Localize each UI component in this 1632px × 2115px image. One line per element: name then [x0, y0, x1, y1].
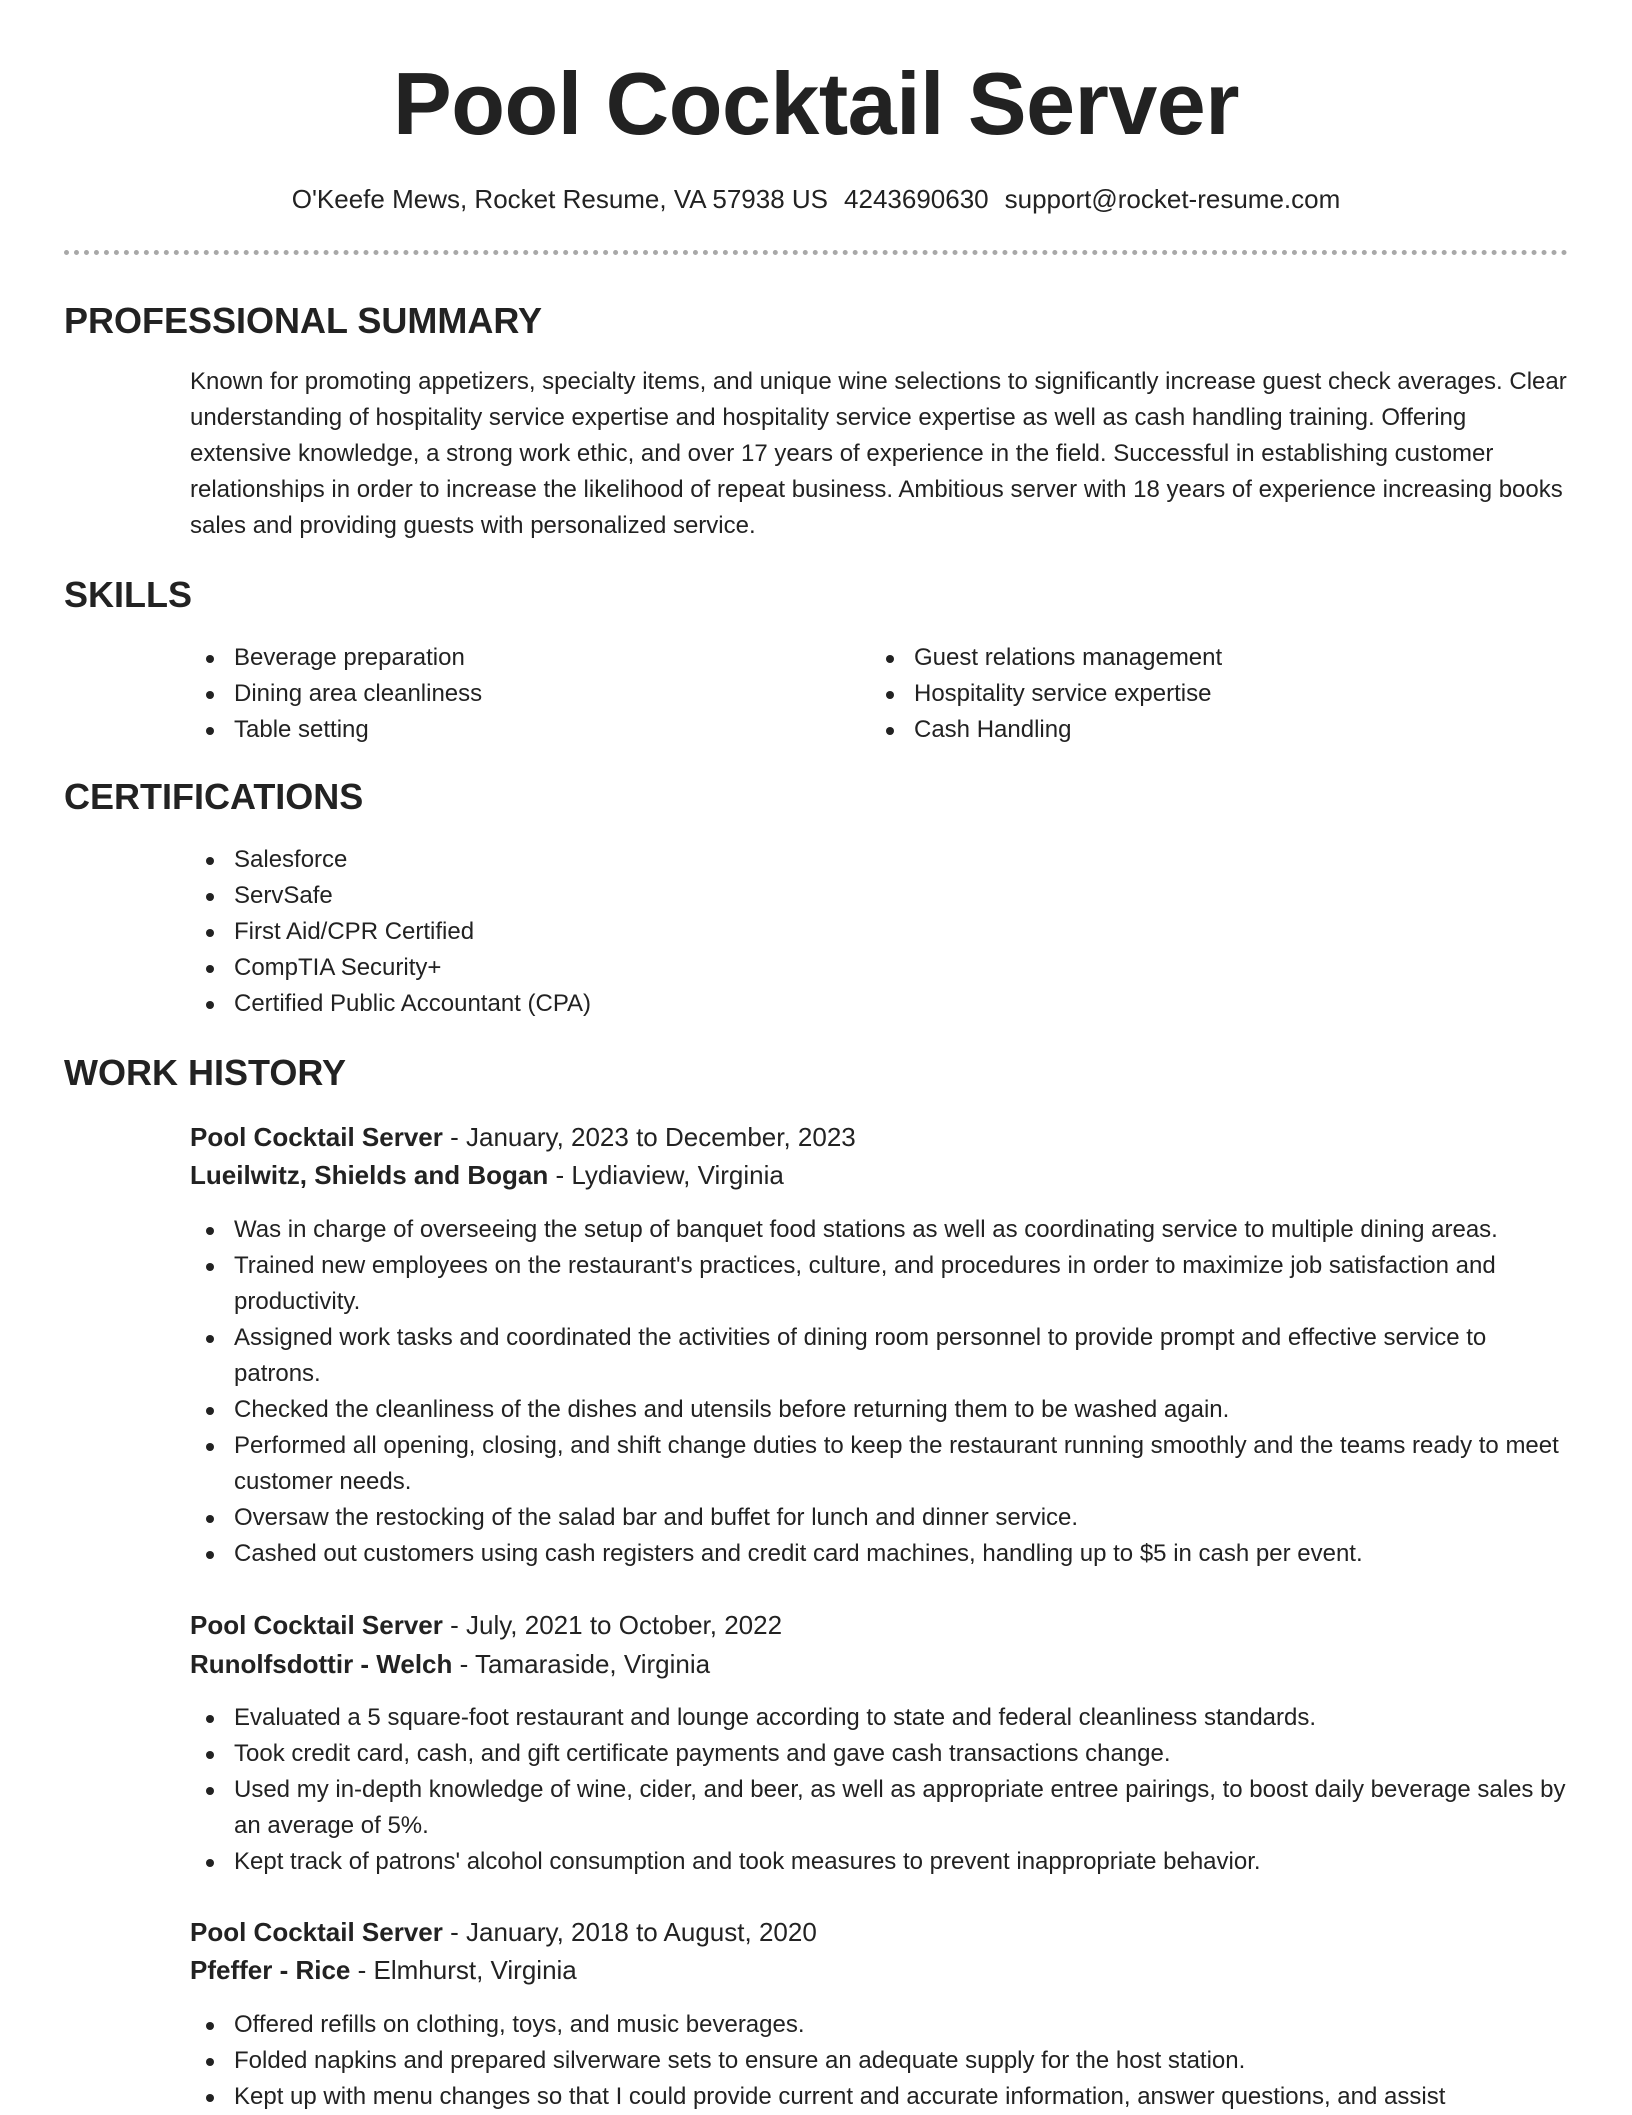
- job-bullet: Used my in-depth knowledge of wine, cider, and beer, as well as appropriate entree pairings, to boost daily beverage sales by an average of 5%.: [190, 1772, 1568, 1844]
- skills-list-left: [190, 640, 830, 748]
- job-bullet: Folded napkins and prepared silverware sets to ensure an adequate supply for the host station.: [190, 2043, 1568, 2079]
- contact-address: O'Keefe Mews, Rocket Resume, VA 57938 US: [291, 184, 829, 214]
- job-company-line: [190, 1156, 1568, 1194]
- job-bullets: [190, 2007, 1568, 2115]
- resume-name: Pool Cocktail Server: [393, 54, 1239, 153]
- job-location: - Lydiaview, Virginia: [548, 1160, 784, 1190]
- job-bullet: Assigned work tasks and coordinated the activities of dining room personnel to provide prompt and effective service to patrons.: [190, 1320, 1568, 1392]
- job-bullet: Checked the cleanliness of the dishes and utensils before returning them to be washed again.: [190, 1392, 1568, 1428]
- skill-item: Dining area cleanliness: [190, 676, 830, 712]
- job-bullet: Trained new employees on the restaurant's practices, culture, and procedures in order to maximize job satisfaction and productivity.: [190, 1248, 1568, 1320]
- skills-list-right: [870, 640, 1568, 748]
- contact-phone: 4243690630: [844, 184, 989, 214]
- job-bullet: Took credit card, cash, and gift certificate payments and gave cash transactions change.: [190, 1736, 1568, 1772]
- section-title-summary: PROFESSIONAL SUMMARY: [64, 300, 543, 341]
- job-company-line: [190, 1951, 1568, 1989]
- job-location: - Tamaraside, Virginia: [452, 1649, 711, 1679]
- skill-item: Hospitality service expertise: [870, 676, 1568, 712]
- job-bullet: Cashed out customers using cash registers and credit card machines, handling up to $5 in cash per event.: [190, 1536, 1568, 1572]
- job-bullet: Performed all opening, closing, and shift change duties to keep the restaurant running smoothly and the teams ready to meet customer needs.: [190, 1428, 1568, 1500]
- job-role: Pool Cocktail Server: [190, 1917, 443, 1947]
- job-role: Pool Cocktail Server: [190, 1610, 443, 1640]
- job-title-line: [190, 1606, 1568, 1644]
- certifications-list: [190, 842, 1190, 1022]
- skill-item: Cash Handling: [870, 712, 1568, 748]
- summary-text: Known for promoting appetizers, specialty items, and unique wine selections to significantly increase guest check averages. Clear understanding of hospitality service expertise and hospitality service expertise as well as cash handling training. Offering extensive knowledge, a strong work ethic, and over 17 years of experience in the field. Successful in establishing customer relationships in order to increase the likelihood of repeat business. Ambitious server with 18 years of experience increasing books sales and providing guests with personalized service.: [190, 368, 1567, 539]
- certification-item: Certified Public Accountant (CPA): [190, 986, 1190, 1022]
- job-title-line: [190, 1118, 1568, 1156]
- header-divider: [64, 250, 1568, 255]
- job-bullet: Evaluated a 5 square-foot restaurant and lounge according to state and federal cleanliness standards.: [190, 1700, 1568, 1736]
- section-title-work-history: WORK HISTORY: [64, 1052, 347, 1093]
- job-dates: - January, 2018 to August, 2020: [442, 1917, 817, 1947]
- certification-item: CompTIA Security+: [190, 950, 1190, 986]
- job-bullet: Offered refills on clothing, toys, and music beverages.: [190, 2007, 1568, 2043]
- section-title-certifications: CERTIFICATIONS: [64, 776, 364, 817]
- job-bullets: [190, 1212, 1568, 1572]
- certification-item: First Aid/CPR Certified: [190, 914, 1190, 950]
- skill-item: Guest relations management: [870, 640, 1568, 676]
- certification-item: ServSafe: [190, 878, 1190, 914]
- job-bullets: [190, 1700, 1568, 1880]
- job-company: Pfeffer - Rice: [190, 1955, 351, 1985]
- section-title-skills: SKILLS: [64, 574, 193, 615]
- job-company-line: [190, 1645, 1568, 1683]
- job-bullet: Oversaw the restocking of the salad bar and buffet for lunch and dinner service.: [190, 1500, 1568, 1536]
- job-dates: - January, 2023 to December, 2023: [442, 1122, 856, 1152]
- job-location: - Elmhurst, Virginia: [350, 1955, 577, 1985]
- certification-item: Salesforce: [190, 842, 1190, 878]
- job-title-line: [190, 1913, 1568, 1951]
- skill-item: Beverage preparation: [190, 640, 830, 676]
- job-dates: - July, 2021 to October, 2022: [442, 1610, 783, 1640]
- job-company: Runolfsdottir - Welch: [190, 1649, 453, 1679]
- job-bullet: Was in charge of overseeing the setup of banquet food stations as well as coordinating service to multiple dining areas.: [190, 1212, 1568, 1248]
- skill-item: Table setting: [190, 712, 830, 748]
- contact-email[interactable]: support@rocket-resume.com: [1004, 184, 1341, 214]
- contact-line: [0, 181, 1632, 217]
- job-bullet: Kept up with menu changes so that I could provide current and accurate information, answer questions, and assist: [190, 2079, 1568, 2115]
- job-company: Lueilwitz, Shields and Bogan: [190, 1160, 549, 1190]
- job-bullet: Kept track of patrons' alcohol consumption and took measures to prevent inappropriate behavior.: [190, 1844, 1568, 1880]
- job-role: Pool Cocktail Server: [190, 1122, 443, 1152]
